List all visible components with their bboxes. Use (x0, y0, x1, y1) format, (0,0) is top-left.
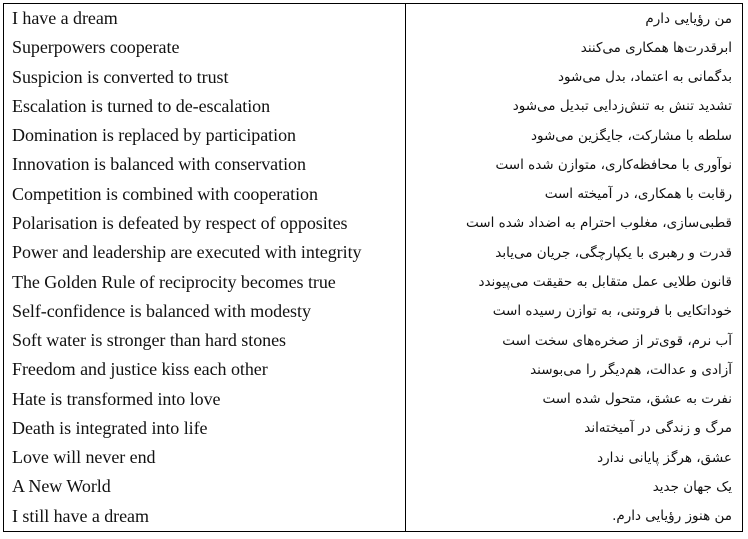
table-row (4, 238, 742, 267)
persian-line: رقابت با همکاری، در آمیخته است (544, 186, 732, 203)
persian-line: قطبی‌سازی، مغلوب احترام به اضداد شده است (466, 215, 732, 232)
table-row (4, 414, 742, 443)
persian-line: سلطه با مشارکت، جایگزین می‌شود (530, 127, 732, 144)
persian-line: قدرت و رهبری با یکپارچگی، جریان می‌یابد (495, 244, 732, 261)
english-line: Death is integrated into life (4, 414, 405, 443)
persian-line: آزادی و عدالت، هم‌دیگر را می‌بوسند (530, 361, 732, 378)
poem-table (4, 4, 742, 531)
english-line: Power and leadership are executed with integrity (4, 238, 405, 267)
english-line: Love will never end (4, 443, 405, 472)
persian-line: مرگ و زندگی در آمیخته‌اند (584, 420, 732, 437)
persian-line: تشدید تنش به تنش‌زدایی تبدیل می‌شود (512, 98, 732, 115)
table-row (4, 326, 742, 355)
table-row (4, 297, 742, 326)
table-row (4, 502, 742, 531)
poem-rows (4, 4, 742, 531)
english-line: I have a dream (4, 4, 405, 33)
persian-line: بدگمانی به اعتماد، بدل می‌شود (558, 69, 732, 86)
table-row (4, 92, 742, 121)
persian-line: نوآوری با محافظه‌کاری، متوازن شده است (495, 156, 732, 173)
table-row (4, 150, 742, 179)
persian-line: نفرت به عشق، متحول شده است (542, 391, 732, 408)
persian-line: آب نرم، قوی‌تر از صخره‌های سخت است (502, 332, 732, 349)
english-line: Hate is transformed into love (4, 384, 405, 413)
english-line: Suspicion is converted to trust (4, 63, 405, 92)
table-row (4, 63, 742, 92)
english-line: Escalation is turned to de-escalation (4, 92, 405, 121)
bilingual-poem-table (3, 3, 743, 532)
table-row (4, 4, 742, 33)
persian-line: من رؤیایی دارم (645, 10, 732, 27)
table-row (4, 472, 742, 501)
english-line: A New World (4, 472, 405, 501)
table-row (4, 209, 742, 238)
persian-line: من هنوز رؤیایی دارم. (612, 508, 732, 525)
english-line: Competition is combined with cooperation (4, 180, 405, 209)
persian-line: خوداتکایی با فروتنی، به توازن رسیده است (492, 303, 732, 320)
table-row (4, 384, 742, 413)
english-line: Freedom and justice kiss each other (4, 355, 405, 384)
table-row (4, 267, 742, 296)
table-row (4, 355, 742, 384)
english-line: Domination is replaced by participation (4, 121, 405, 150)
persian-line: ابرقدرت‌ها همکاری می‌کنند (580, 39, 732, 56)
table-row (4, 121, 742, 150)
english-line: I still have a dream (4, 502, 405, 531)
persian-line: قانون طلایی عمل متقابل به حقیقت می‌پیوندد (478, 274, 732, 291)
persian-line: یک جهان جدید (652, 478, 732, 495)
english-line: The Golden Rule of reciprocity becomes true (4, 267, 405, 296)
persian-line: عشق، هرگز پایانی ندارد (597, 449, 732, 466)
table-row (4, 33, 742, 62)
english-line: Innovation is balanced with conservation (4, 150, 405, 179)
table-row (4, 443, 742, 472)
english-line: Superpowers cooperate (4, 33, 405, 62)
english-line: Polarisation is defeated by respect of opposites (4, 209, 405, 238)
table-row (4, 180, 742, 209)
english-line: Self-confidence is balanced with modesty (4, 297, 405, 326)
english-line: Soft water is stronger than hard stones (4, 326, 405, 355)
